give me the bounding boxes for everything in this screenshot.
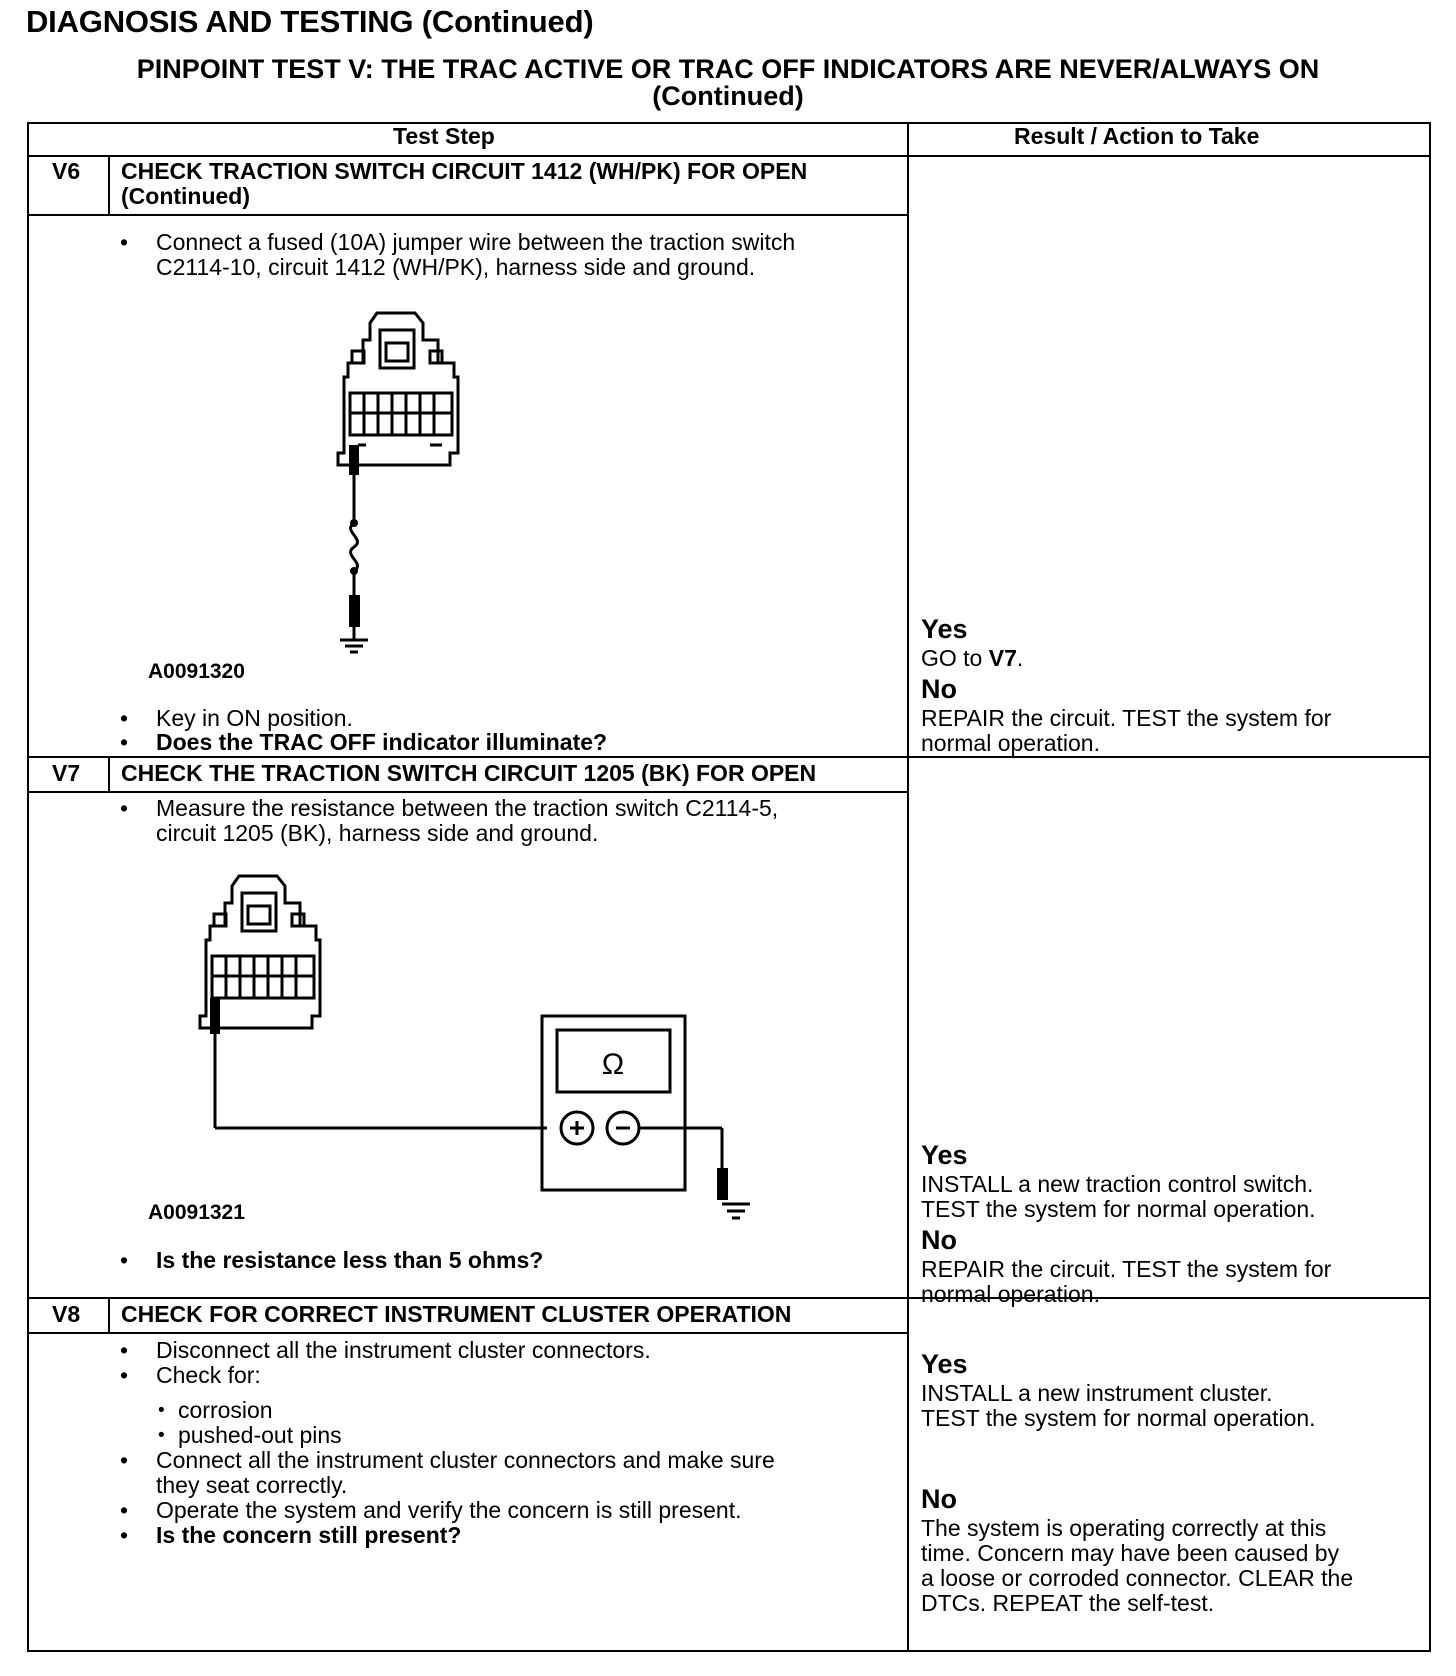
- v8-check-pushed-out-pins: pushed-out pins: [178, 1422, 342, 1448]
- v8-instruction-operate: Operate the system and verify the concern is still present.: [156, 1497, 742, 1523]
- page-title: DIAGNOSIS AND TESTING (Continued): [26, 4, 594, 39]
- v6-yes-action-pre: GO to: [921, 645, 989, 671]
- bullet-icon: •: [120, 1497, 129, 1523]
- v8-instruction-disconnect: Disconnect all the instrument cluster connectors.: [156, 1337, 651, 1363]
- column-header-test-step: Test Step: [393, 123, 495, 149]
- bullet-icon: •: [120, 795, 129, 821]
- bullet-icon: •: [120, 1362, 129, 1388]
- v8-yes-label: Yes: [921, 1349, 968, 1379]
- step-id-divider-v6: [108, 155, 110, 215]
- column-divider: [907, 122, 909, 1652]
- figure-id-a0091321: A0091321: [148, 1201, 245, 1224]
- step-id-v8: V8: [52, 1301, 81, 1327]
- v7-instruction-measure: [156, 796, 778, 846]
- figure-id-a0091320: A0091320: [148, 660, 245, 683]
- v8-instruction-connect: [156, 1448, 775, 1498]
- v8-no-action: [921, 1516, 1353, 1616]
- bullet-icon: •: [120, 1447, 129, 1473]
- v7-no-action-line2: normal operation.: [921, 1281, 1100, 1307]
- pinpoint-test-title: [0, 56, 1456, 110]
- v8-yes-action-line2: TEST the system for normal operation.: [921, 1405, 1316, 1431]
- step-id-divider-v8: [108, 1297, 110, 1333]
- v7-yes-action: [921, 1172, 1316, 1222]
- v8-no-action-line3: a loose or corroded connector. CLEAR the: [921, 1565, 1354, 1591]
- connector-ohmmeter-diagram: [190, 868, 750, 1208]
- v8-yes-action-line1: INSTALL a new instrument cluster.: [921, 1380, 1273, 1406]
- bullet-icon: •: [120, 729, 129, 755]
- v6-yes-action: [921, 646, 1023, 671]
- step-title-v7: CHECK THE TRACTION SWITCH CIRCUIT 1205 (BK) FOR OPEN: [121, 760, 817, 786]
- bullet-icon: •: [120, 229, 129, 255]
- v7-row-rule: [27, 756, 1431, 758]
- v7-title-rule: [27, 791, 908, 793]
- sub-bullet-icon: •: [158, 1400, 165, 1421]
- step-id-v6: V6: [52, 158, 81, 184]
- v8-no-action-line2: time. Concern may have been caused by: [921, 1540, 1340, 1566]
- v8-yes-action: [921, 1381, 1316, 1431]
- v7-instruction-measure-line1: Measure the resistance between the traction switch C2114-5,: [156, 795, 779, 821]
- v8-check-corrosion: corrosion: [178, 1397, 273, 1423]
- bullet-icon: •: [120, 705, 129, 731]
- v6-yes-action-post: .: [1016, 645, 1024, 671]
- v7-no-label: No: [921, 1225, 957, 1255]
- v7-no-action-line1: REPAIR the circuit. TEST the system for: [921, 1256, 1332, 1282]
- v8-instruction-check-for: Check for:: [156, 1362, 261, 1388]
- bullet-icon: •: [120, 1337, 129, 1363]
- step-title-v6: [121, 159, 807, 209]
- step-id-v7: V7: [52, 760, 81, 786]
- bullet-icon: •: [120, 1247, 129, 1273]
- v7-instruction-measure-line2: circuit 1205 (BK), harness side and ground.: [156, 820, 599, 846]
- bullet-icon: •: [120, 1522, 129, 1548]
- v6-no-action-line1: REPAIR the circuit. TEST the system for: [921, 705, 1332, 731]
- sub-bullet-icon: •: [158, 1425, 165, 1446]
- v6-no-action: [921, 706, 1331, 756]
- v8-question: Is the concern still present?: [156, 1522, 462, 1548]
- pinpoint-test-title-line2: (Continued): [652, 81, 804, 111]
- v8-instruction-connect-line2: they seat correctly.: [156, 1472, 348, 1498]
- v7-no-action: [921, 1257, 1331, 1307]
- v8-no-action-line4: DTCs. REPEAT the self-test.: [921, 1590, 1215, 1616]
- v6-instruction-jumper-line2: C2114-10, circuit 1412 (WH/PK), harness side and ground.: [156, 254, 756, 280]
- v8-no-label: No: [921, 1484, 957, 1514]
- ground-icon: [715, 1200, 755, 1226]
- v8-title-rule: [27, 1332, 908, 1334]
- column-header-result: Result / Action to Take: [1014, 123, 1260, 149]
- step-id-divider-v7: [108, 756, 110, 792]
- step-title-v6-line1: CHECK TRACTION SWITCH CIRCUIT 1412 (WH/PK) FOR OPEN: [121, 158, 808, 184]
- v6-instruction-jumper: [156, 230, 795, 280]
- v7-yes-action-line1: INSTALL a new traction control switch.: [921, 1171, 1314, 1197]
- v7-yes-action-line2: TEST the system for normal operation.: [921, 1196, 1316, 1222]
- v6-no-label: No: [921, 674, 957, 704]
- v7-question: Is the resistance less than 5 ohms?: [156, 1247, 544, 1273]
- v6-title-rule: [27, 214, 908, 216]
- v8-instruction-connect-line1: Connect all the instrument cluster connectors and make sure: [156, 1447, 775, 1473]
- header-rule: [27, 155, 1431, 157]
- connector-jumper-diagram: [330, 305, 490, 675]
- ohm-symbol: Ω: [601, 1048, 625, 1081]
- v7-yes-label: Yes: [921, 1140, 968, 1170]
- v6-yes-label: Yes: [921, 614, 968, 644]
- v6-yes-action-link: V7: [988, 645, 1017, 671]
- step-title-v8: CHECK FOR CORRECT INSTRUMENT CLUSTER OPERATION: [121, 1301, 792, 1327]
- v6-no-action-line2: normal operation.: [921, 730, 1100, 756]
- step-title-v6-line2: (Continued): [121, 183, 251, 209]
- v6-instruction-key-on: Key in ON position.: [156, 705, 353, 731]
- v6-question: Does the TRAC OFF indicator illuminate?: [156, 729, 608, 755]
- v8-no-action-line1: The system is operating correctly at this: [921, 1515, 1327, 1541]
- pinpoint-test-title-line1: PINPOINT TEST V: THE TRAC ACTIVE OR TRAC OFF INDICATORS ARE NEVER/ALWAYS ON: [136, 54, 1320, 84]
- v6-instruction-jumper-line1: Connect a fused (10A) jumper wire between the traction switch: [156, 229, 796, 255]
